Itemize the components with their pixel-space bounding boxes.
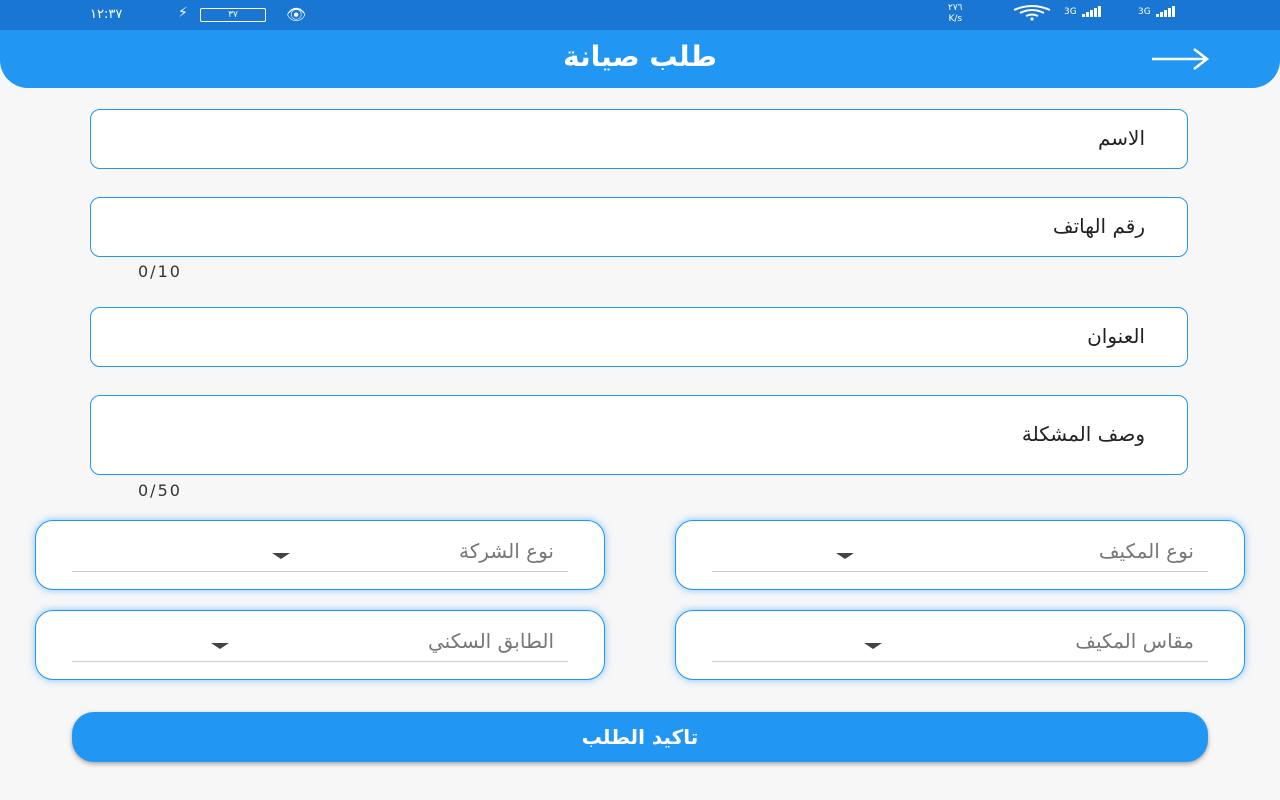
company-type-label: نوع الشركة	[459, 539, 554, 563]
floor-dropdown[interactable]	[35, 610, 605, 680]
caret-down-icon	[211, 643, 229, 649]
battery-icon	[200, 8, 266, 22]
ac-size-label: مقاس المكيف	[1075, 629, 1194, 653]
wifi-icon	[1012, 5, 1052, 25]
address-placeholder: العنوان	[1087, 324, 1145, 348]
problem-description-placeholder: وصف المشكلة	[1021, 422, 1145, 446]
page-title: طلب صيانة	[563, 40, 717, 73]
floor-label: الطابق السكني	[428, 629, 554, 653]
company-type-dropdown[interactable]	[35, 520, 605, 590]
name-placeholder: الاسم	[1097, 126, 1145, 150]
caret-down-icon	[864, 643, 882, 649]
status-bar	[0, 0, 1280, 30]
network-speed-value: ٢٧٦	[948, 3, 963, 13]
eye-comfort-icon: 👁	[286, 5, 307, 24]
battery-level: ٣٧	[228, 10, 238, 20]
signal-1-label: 3G	[1064, 7, 1077, 17]
phone-field[interactable]	[90, 197, 1188, 257]
problem-description-field[interactable]	[90, 395, 1188, 475]
network-speed-unit: K/s	[948, 14, 963, 24]
app-bar	[0, 30, 1280, 88]
dropdown-underline	[712, 571, 1208, 572]
phone-placeholder: رقم الهاتف	[1052, 214, 1145, 238]
charging-icon: ⚡	[178, 5, 188, 21]
ac-type-label: نوع المكيف	[1098, 539, 1194, 563]
dropdown-underline	[72, 661, 568, 662]
phone-char-counter: 0/10	[138, 262, 182, 281]
problem-char-counter: 0/50	[138, 481, 182, 500]
dropdown-underline	[712, 661, 1208, 662]
caret-down-icon	[272, 553, 290, 559]
ac-size-dropdown[interactable]	[675, 610, 1245, 680]
signal-icon-1	[1064, 6, 1102, 17]
status-time: ١٢:٣٧	[90, 7, 123, 22]
ac-type-dropdown[interactable]	[675, 520, 1245, 590]
back-arrow-icon[interactable]	[1150, 44, 1210, 74]
name-field[interactable]	[90, 109, 1188, 169]
caret-down-icon	[836, 553, 854, 559]
signal-2-label: 3G	[1138, 7, 1151, 17]
dropdown-underline	[72, 571, 568, 572]
signal-icon-2	[1138, 6, 1176, 17]
address-field[interactable]	[90, 307, 1188, 367]
network-speed	[948, 3, 963, 25]
confirm-request-button[interactable]: تاكيد الطلب	[72, 712, 1208, 762]
